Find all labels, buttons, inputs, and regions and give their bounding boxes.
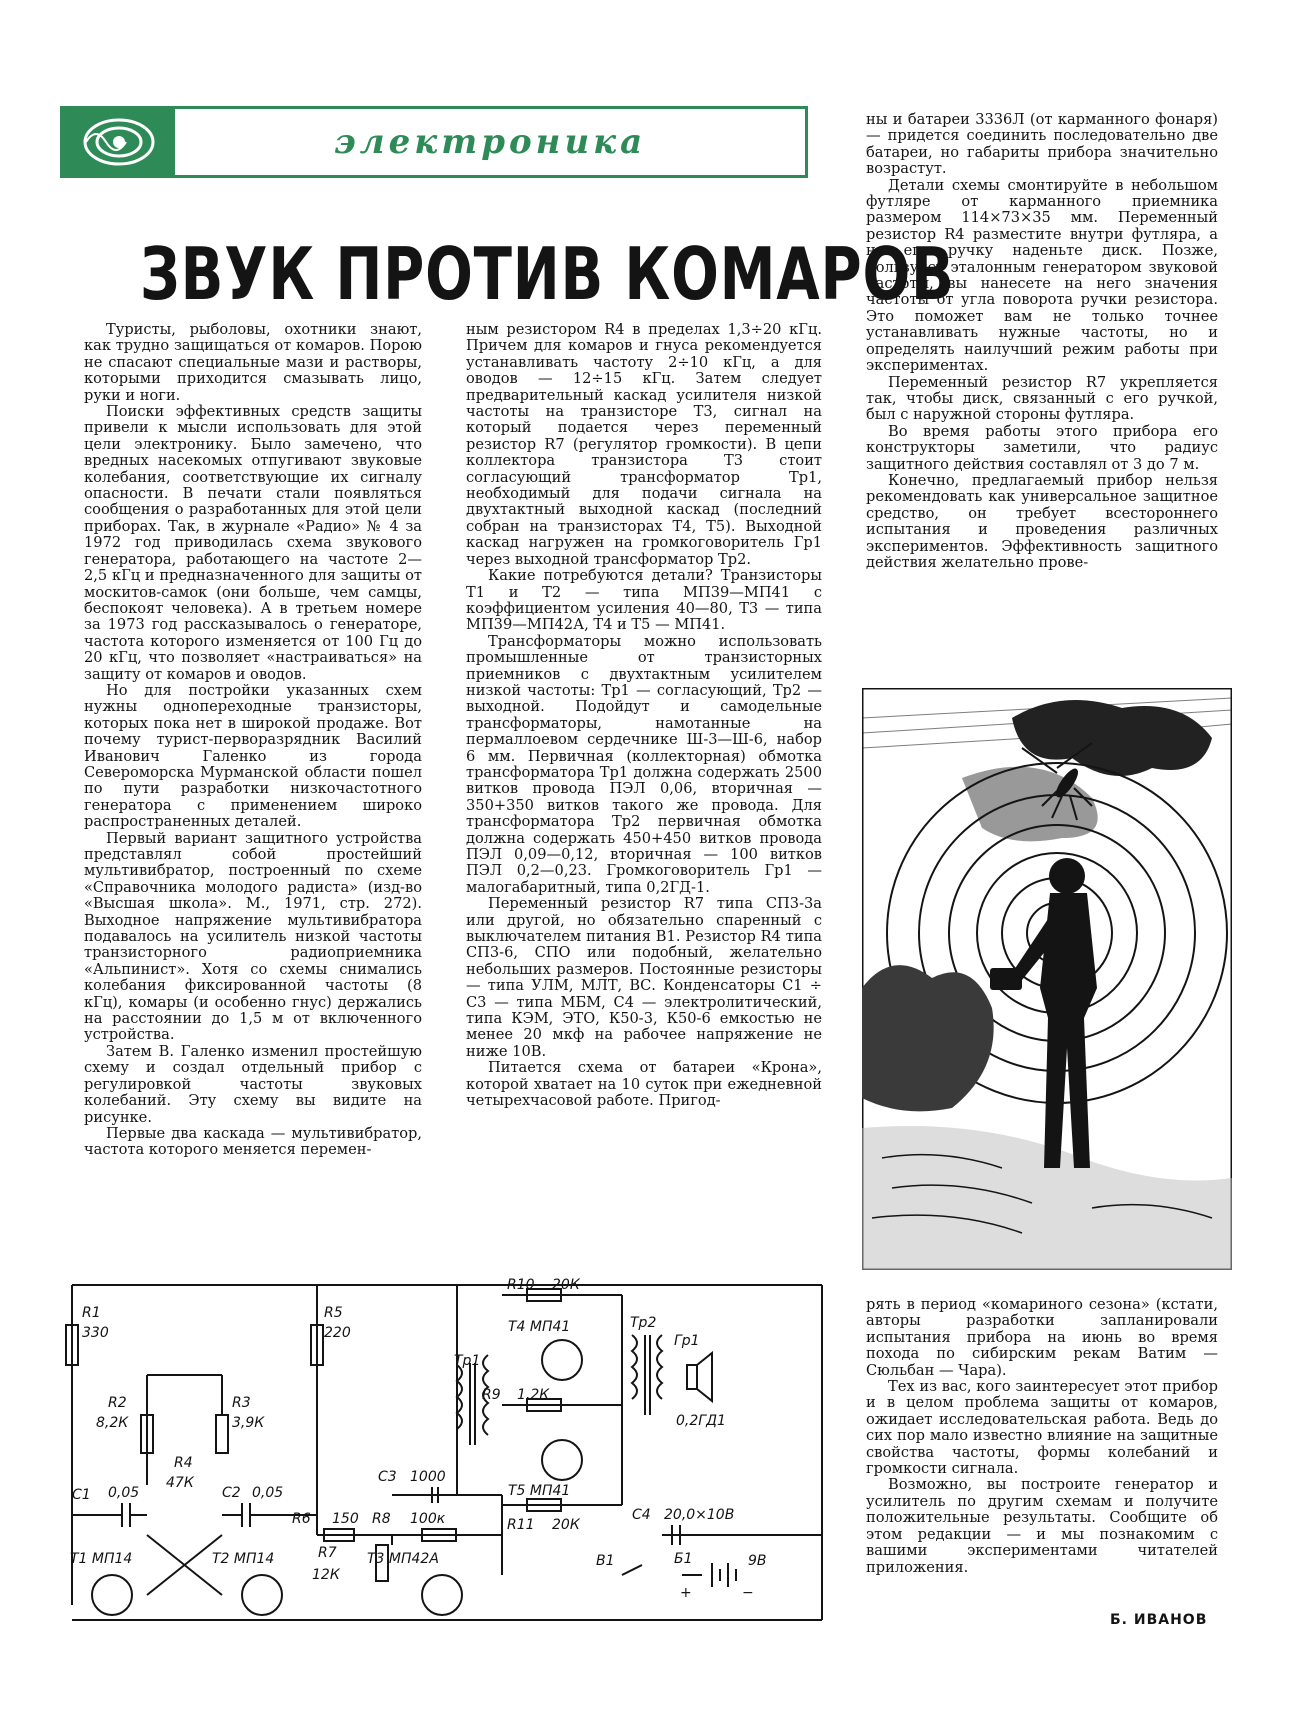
value-gr1: 0,2ГД1 bbox=[676, 1413, 726, 1429]
paragraph: Переменный резистор R7 укрепляется так, чтобы диск, связанный с его ручкой, был с наружной стороны футляра. bbox=[866, 373, 1218, 424]
section-name: электроника bbox=[333, 122, 647, 162]
paragraph: Первый вариант защитного устройства представлял собой простейший мультивибратор, построенный по схеме «Справочника молодого радиста» (изд-во «Высшая школа». М., 1971, стр. 272). Выходное напряжение мультивибратора подавалось на усилитель низкой частоты транзисторного радиоприемника «Альпинист». Хотя со схемы снимались колебания фиксированной частоты (8 кГц), комары (и особенно гнус) держались на расстоянии до 1,5 м от включенного устройства. bbox=[84, 829, 422, 1044]
value-r9: 1,2К bbox=[517, 1387, 550, 1403]
value-r3: 3,9К bbox=[232, 1415, 265, 1431]
label-r6: R6 bbox=[292, 1511, 311, 1527]
paragraph: ны и батареи 3336Л (от карманного фонаря) — придется соединить последовательно две батареи, но габариты прибора значительно возрастут. bbox=[866, 111, 1218, 178]
illustration-man-with-device bbox=[862, 688, 1232, 1270]
label-tr1: Тр1 bbox=[454, 1353, 481, 1369]
label-r8: R8 bbox=[372, 1511, 391, 1527]
label-r10: R10 bbox=[507, 1277, 535, 1293]
paragraph: ным резистором R4 в пределах 1,3÷20 кГц. Причем для комаров и гнуса рекомендуется устанавливать частоту 2÷10 кГц, а для оводов — 12÷15 кГц. Затем следует предварительный каскад усилителя низкой частоты на транзисторе Т3, сигнал на который подается через переменный резистор R7 (регулятор громкости). В цепи коллектора транзистора Т3 стоит согласующий трансформатор Тр1, необходимый для подачи сигнала на двухтактный выходной каскад (последний собран на транзисторах Т4, Т5). Выходной каскад нагружен на громкоговоритель Гр1 через выходной трансформатор Тр2. bbox=[466, 321, 822, 568]
value-r6: 150 bbox=[332, 1511, 359, 1527]
value-r5: 220 bbox=[324, 1325, 351, 1341]
column-3-bottom bbox=[866, 1297, 1218, 1576]
column-1 bbox=[84, 322, 422, 1159]
value-c2: 0,05 bbox=[252, 1485, 284, 1501]
value-r8: 100к bbox=[410, 1511, 446, 1527]
value-c4: 20,0×10В bbox=[664, 1507, 735, 1523]
label-r1: R1 bbox=[82, 1305, 101, 1321]
label-r7: R7 bbox=[318, 1545, 337, 1561]
paragraph: Во время работы этого прибора его конструкторы заметили, что радиус защитного действия составлял от 3 до 7 м. bbox=[866, 422, 1218, 473]
value-r2: 8,2К bbox=[96, 1415, 129, 1431]
circuit-schematic bbox=[62, 1275, 832, 1635]
column-2 bbox=[466, 322, 822, 1110]
paragraph: Поиски эффективных средств защиты привели к мысли использовать для этой цели электронику. Было замечено, что вредных насекомых отпугивают звуковые колебания, соответствующие их сигналу опасности. В печати стали появляться сообщения о разработанных для этой цели приборах. Так, в журнале «Радио» № 4 за 1972 год приводилась схема звукового генератора, работающего на частоте 2—2,5 кГц и предназначенного для защиты от москитов-самок (они больше, чем самцы, беспокоят человека). А в третьем номере за 1973 год рассказывалось о генераторе, частота которого изменяется от 100 Гц до 20 кГц, что позволяет «настраиваться» на защиту от комаров и оводов. bbox=[84, 403, 422, 683]
label-r11: R11 bbox=[507, 1517, 535, 1533]
value-r11: 20К bbox=[552, 1517, 580, 1533]
paragraph: рять в период «комариного сезона» (кстати, авторы разработки запланировали испытания прибора на июнь во время похода по сибирским рекам Ватим — Сюльбан — Чара). bbox=[866, 1296, 1218, 1379]
column-3-top bbox=[866, 112, 1218, 571]
paragraph: Туристы, рыболовы, охотники знают, как трудно защищаться от комаров. Порою не спасают специальные мази и растворы, которыми приходится смазывать лицо, руки и ноги. bbox=[84, 321, 422, 404]
label-c1: С1 bbox=[72, 1487, 91, 1503]
paragraph: Детали схемы смонтируйте в небольшом футляре от карманного приемника размером 114×73×35 мм. Переменный резистор R4 разместите внутри футляра, а на его ручку наденьте диск. Позже, пользуясь эталонным генератором звуковой частоты, вы нанесете на него значения частоты от угла поворота ручки резистора. Это поможет вам не только точнее устанавливать нужные частоты, но и определять наилучший режим работы при экспериментах. bbox=[866, 176, 1218, 375]
value-r1: 330 bbox=[82, 1325, 109, 1341]
paragraph: Трансформаторы можно использовать промышленные от транзисторных приемников с двухтактным усилителем низкой частоты: Тр1 — согласующий, Тр2 — выходной. Подойдут и самодельные трансформаторы, намотанные на пермаллоевом сердечнике Ш-3—Ш-6, набор 6 мм. Первичная (коллекторная) обмотка трансформатора Тр1 должна содержать 2500 витков провода ПЭЛ 0,06, вторичная — 350+350 витков такого же провода. Для трансформатора Тр2 первичная обмотка должна содержать 450+450 витков провода ПЭЛ 0,09—0,12, вторичная — 100 витков ПЭЛ 0,2—0,23. Громкоговоритель Гр1 — малогабаритный, типа 0,2ГД-1. bbox=[466, 632, 822, 896]
label-t4: Т4 МП41 bbox=[508, 1319, 571, 1335]
label-b1: В1 bbox=[596, 1553, 615, 1569]
value-r4: 47К bbox=[166, 1475, 194, 1491]
label-gr1: Гр1 bbox=[674, 1333, 700, 1349]
label-t5: Т5 МП41 bbox=[508, 1483, 571, 1499]
paragraph: Затем В. Галенко изменил простейшую схему и создал отдельный прибор с регулировкой частоты звуковых колебаний. Эту схему вы видите на рисунке. bbox=[84, 1042, 422, 1126]
value-battery: 9В bbox=[748, 1553, 767, 1569]
paragraph: Но для постройки указанных схем нужны однопереходные транзисторы, которых пока нет в широкой продаже. Вот почему турист-перворазрядник Василий Иванович Галенко из города Североморска Мурманской области пошел по пути разработки низкочастотного генератора с применением широко распространенных деталей. bbox=[84, 681, 422, 831]
label-tr2: Тр2 bbox=[630, 1315, 657, 1331]
label-minus: − bbox=[742, 1585, 754, 1601]
schematic-labels bbox=[70, 1277, 767, 1601]
section-logo-icon bbox=[63, 109, 175, 175]
value-c3: 1000 bbox=[410, 1469, 446, 1485]
label-c4: С4 bbox=[632, 1507, 651, 1523]
label-t1: Т1 МП14 bbox=[70, 1551, 133, 1567]
label-r2: R2 bbox=[108, 1395, 127, 1411]
paragraph: Конечно, предлагаемый прибор нельзя рекомендовать как универсальное защитное средство, он требует всестороннего испытания и проведения различных экспериментов. Эффективность защитного действия желательно прове- bbox=[866, 471, 1218, 571]
paragraph: Питается схема от батареи «Крона», которой хватает на 10 суток при ежедневной четырехчасовой работе. Пригод- bbox=[466, 1059, 822, 1110]
paragraph: Первые два каскада — мультивибратор, частота которого меняется перемен- bbox=[84, 1124, 422, 1159]
label-r5: R5 bbox=[324, 1305, 343, 1321]
paragraph: Какие потребуются детали? Транзисторы Т1 и Т2 — типа МП39—МП41 с коэффициентом усиления 40—80, Т3 — типа МП39—МП42А, Т4 и Т5 — МП41. bbox=[466, 567, 822, 634]
value-c1: 0,05 bbox=[108, 1485, 140, 1501]
label-battery: Б1 bbox=[674, 1551, 693, 1567]
label-plus: + bbox=[680, 1585, 692, 1601]
label-r4: R4 bbox=[174, 1455, 193, 1471]
paragraph: Тех из вас, кого заинтересует этот прибор и в целом проблема защиты от комаров, ожидает исследовательская работа. Ведь до сих пор мало известно влияние на защитные свойства частоты, формы колебаний и громкости сигнала. bbox=[866, 1378, 1218, 1478]
label-t3: Т3 МП42А bbox=[367, 1551, 439, 1567]
label-c2: С2 bbox=[222, 1485, 241, 1501]
author-signature: Б. ИВАНОВ bbox=[1110, 1612, 1208, 1628]
paragraph: Возможно, вы построите генератор и усилитель по другим схемам и получите положительные результаты. Сообщите об этом редакции — и мы познакомим с вашими экспериментами читателей приложения. bbox=[866, 1476, 1218, 1576]
label-r3: R3 bbox=[232, 1395, 251, 1411]
value-r10: 20К bbox=[552, 1277, 580, 1293]
label-r9: R9 bbox=[482, 1387, 501, 1403]
article-title: ЗВУК ПРОТИВ КОМАРОВ bbox=[140, 232, 955, 316]
label-c3: С3 bbox=[378, 1469, 397, 1485]
section-banner bbox=[60, 106, 808, 178]
paragraph: Переменный резистор R7 типа СП3-3а или другой, но обязательно спаренный с выключателем питания В1. Резистор R4 типа СП3-6, СПО или подобный, желательно небольших размеров. Постоянные резисторы — типа УЛМ, МЛТ, ВС. Конденсаторы С1 ÷ С3 — типа МБМ, С4 — электролитический, типа КЭМ, ЭТО, К50-3, К50-6 емкостью не менее 20 мкф на рабочее напряжение не ниже 10В. bbox=[466, 895, 822, 1060]
label-t2: Т2 МП14 bbox=[212, 1551, 275, 1567]
value-r7: 12К bbox=[312, 1567, 340, 1583]
